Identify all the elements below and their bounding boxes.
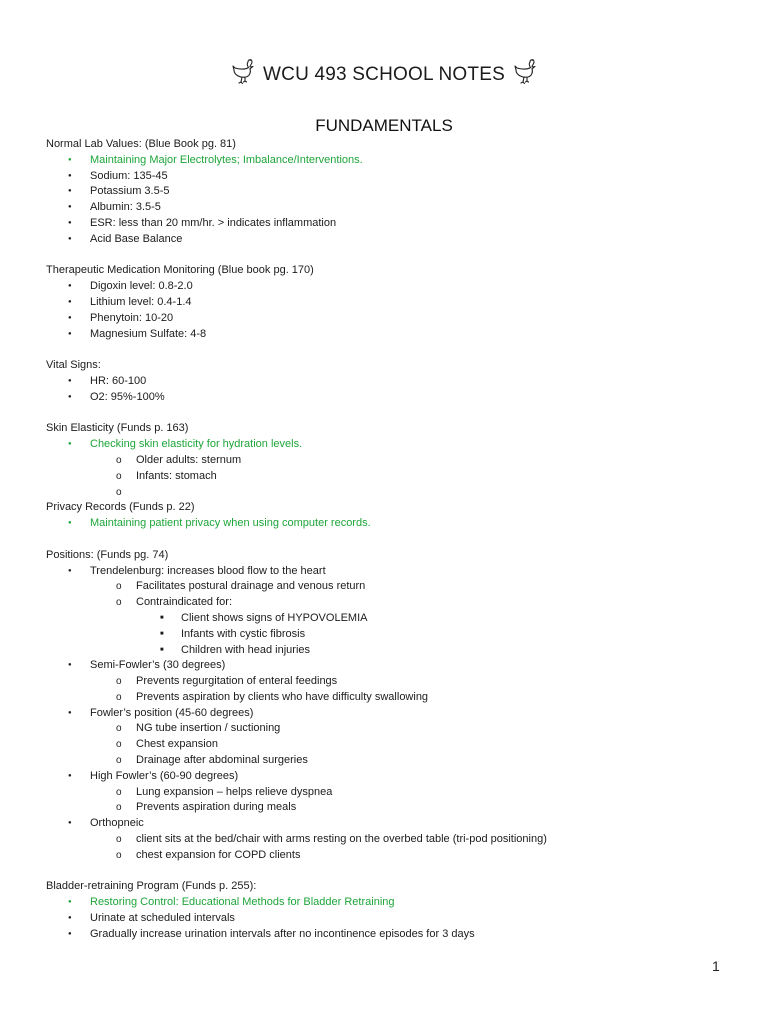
list-item: ● Restoring Control: Educational Methods for Bladder Retraining bbox=[46, 895, 736, 911]
document-title: WCU 493 SCHOOL NOTES bbox=[263, 64, 505, 85]
list-item: ● Acid Base Balance bbox=[46, 232, 736, 248]
list-item: ● Maintaining patient privacy when using computer records. bbox=[46, 516, 736, 532]
bullet-list bbox=[46, 895, 736, 942]
page-number: 1 bbox=[712, 958, 720, 974]
list-item: ● Fowler’s position (45-60 degrees) bbox=[46, 706, 736, 722]
bullet-list bbox=[46, 279, 736, 342]
sub-bullet-list bbox=[46, 832, 736, 864]
section-heading: Positions: (Funds pg. 74) bbox=[46, 548, 169, 561]
notes-section bbox=[46, 358, 736, 405]
notes-section bbox=[46, 421, 736, 500]
sub-list-item: o Chest expansion bbox=[46, 737, 736, 753]
list-item: ● O2: 95%-100% bbox=[46, 390, 736, 406]
list-item: ● Digoxin level: 0.8-2.0 bbox=[46, 279, 736, 295]
list-item: ● Gradually increase urination intervals after no incontinence episodes for 3 days bbox=[46, 927, 736, 943]
list-item: ● Maintaining Major Electrolytes; Imbalance/Interventions. bbox=[46, 153, 736, 169]
sub-list-item bbox=[46, 485, 736, 501]
list-item: ● Lithium level: 0.4-1.4 bbox=[46, 295, 736, 311]
sub-list-item: o Prevents aspiration by clients who have difficulty swallowing bbox=[46, 690, 736, 706]
sub-sub-list-item: ■ Children with head injuries bbox=[46, 643, 736, 659]
list-item: ● Trendelenburg: increases blood flow to the heart bbox=[46, 564, 736, 580]
list-item: ● ESR: less than 20 mm/hr. > indicates inflammation bbox=[46, 216, 736, 232]
section-heading: Vital Signs: bbox=[46, 359, 101, 372]
sub-sub-bullet-list bbox=[46, 611, 736, 658]
list-item: ● Orthopneic bbox=[46, 816, 736, 832]
sub-list-item: o Contraindicated for: bbox=[46, 595, 736, 611]
sub-list-item: o Lung expansion – helps relieve dyspnea bbox=[46, 785, 736, 801]
sub-list-item: o NG tube insertion / suctioning bbox=[46, 721, 736, 737]
list-item: ● Phenytoin: 10-20 bbox=[46, 311, 736, 327]
bullet-list bbox=[46, 153, 736, 248]
sub-list-item: o Drainage after abdominal surgeries bbox=[46, 753, 736, 769]
notes-section bbox=[46, 263, 736, 342]
list-item: ● Urinate at scheduled intervals bbox=[46, 911, 736, 927]
list-item: ● Potassium 3.5-5 bbox=[46, 184, 736, 200]
sub-sub-list-item: ■ Infants with cystic fibrosis bbox=[46, 627, 736, 643]
bullet-list bbox=[46, 437, 736, 453]
notes-section bbox=[46, 137, 736, 248]
section-heading: Skin Elasticity (Funds p. 163) bbox=[46, 422, 189, 435]
sub-bullet-list bbox=[46, 785, 736, 817]
sub-list-item: o Prevents regurgitation of enteral feedings bbox=[46, 674, 736, 690]
bullet-list bbox=[46, 706, 736, 722]
sub-list-item: o chest expansion for COPD clients bbox=[46, 848, 736, 864]
notes-section bbox=[46, 879, 736, 942]
notes-body bbox=[46, 137, 736, 958]
list-item: ● HR: 60-100 bbox=[46, 374, 736, 390]
list-item: ● Semi-Fowler’s (30 degrees) bbox=[46, 658, 736, 674]
notes-section bbox=[46, 548, 736, 864]
sub-list-item: o Infants: stomach bbox=[46, 469, 736, 485]
list-item: ● Albumin: 3.5-5 bbox=[46, 200, 736, 216]
sub-bullet-list bbox=[46, 453, 736, 500]
bullet-list bbox=[46, 516, 736, 532]
sub-list-item: o Facilitates postural drainage and venous return bbox=[46, 579, 736, 595]
section-title: FUNDAMENTALS bbox=[315, 116, 453, 135]
section-heading: Therapeutic Medication Monitoring (Blue book pg. 170) bbox=[46, 264, 314, 277]
sub-list-item: o Prevents aspiration during meals bbox=[46, 800, 736, 816]
sub-bullet-list bbox=[46, 721, 736, 768]
bullet-list bbox=[46, 769, 736, 785]
bullet-list bbox=[46, 564, 736, 580]
list-item: ● Magnesium Sulfate: 4-8 bbox=[46, 327, 736, 343]
duck-icon bbox=[229, 56, 257, 90]
list-item: ● Sodium: 135-45 bbox=[46, 169, 736, 185]
section-heading: Normal Lab Values: (Blue Book pg. 81) bbox=[46, 138, 236, 150]
notes-section bbox=[46, 500, 736, 532]
duck-icon bbox=[511, 56, 539, 90]
list-item: ● Checking skin elasticity for hydration levels. bbox=[46, 437, 736, 453]
sub-list-item: o Older adults: sternum bbox=[46, 453, 736, 469]
document-header bbox=[0, 48, 768, 98]
sub-bullet-list bbox=[46, 579, 736, 611]
sub-bullet-list bbox=[46, 674, 736, 706]
sub-sub-list-item: ■ Client shows signs of HYPOVOLEMIA bbox=[46, 611, 736, 627]
bullet-list bbox=[46, 658, 736, 674]
section-heading: Bladder-retraining Program (Funds p. 255): bbox=[46, 880, 257, 893]
list-item: ● High Fowler’s (60-90 degrees) bbox=[46, 769, 736, 785]
sub-list-item: o client sits at the bed/chair with arms resting on the overbed table (tri-pod positioning) bbox=[46, 832, 736, 848]
bullet-list bbox=[46, 374, 736, 406]
section-heading: Privacy Records (Funds p. 22) bbox=[46, 501, 195, 514]
bullet-list bbox=[46, 816, 736, 832]
